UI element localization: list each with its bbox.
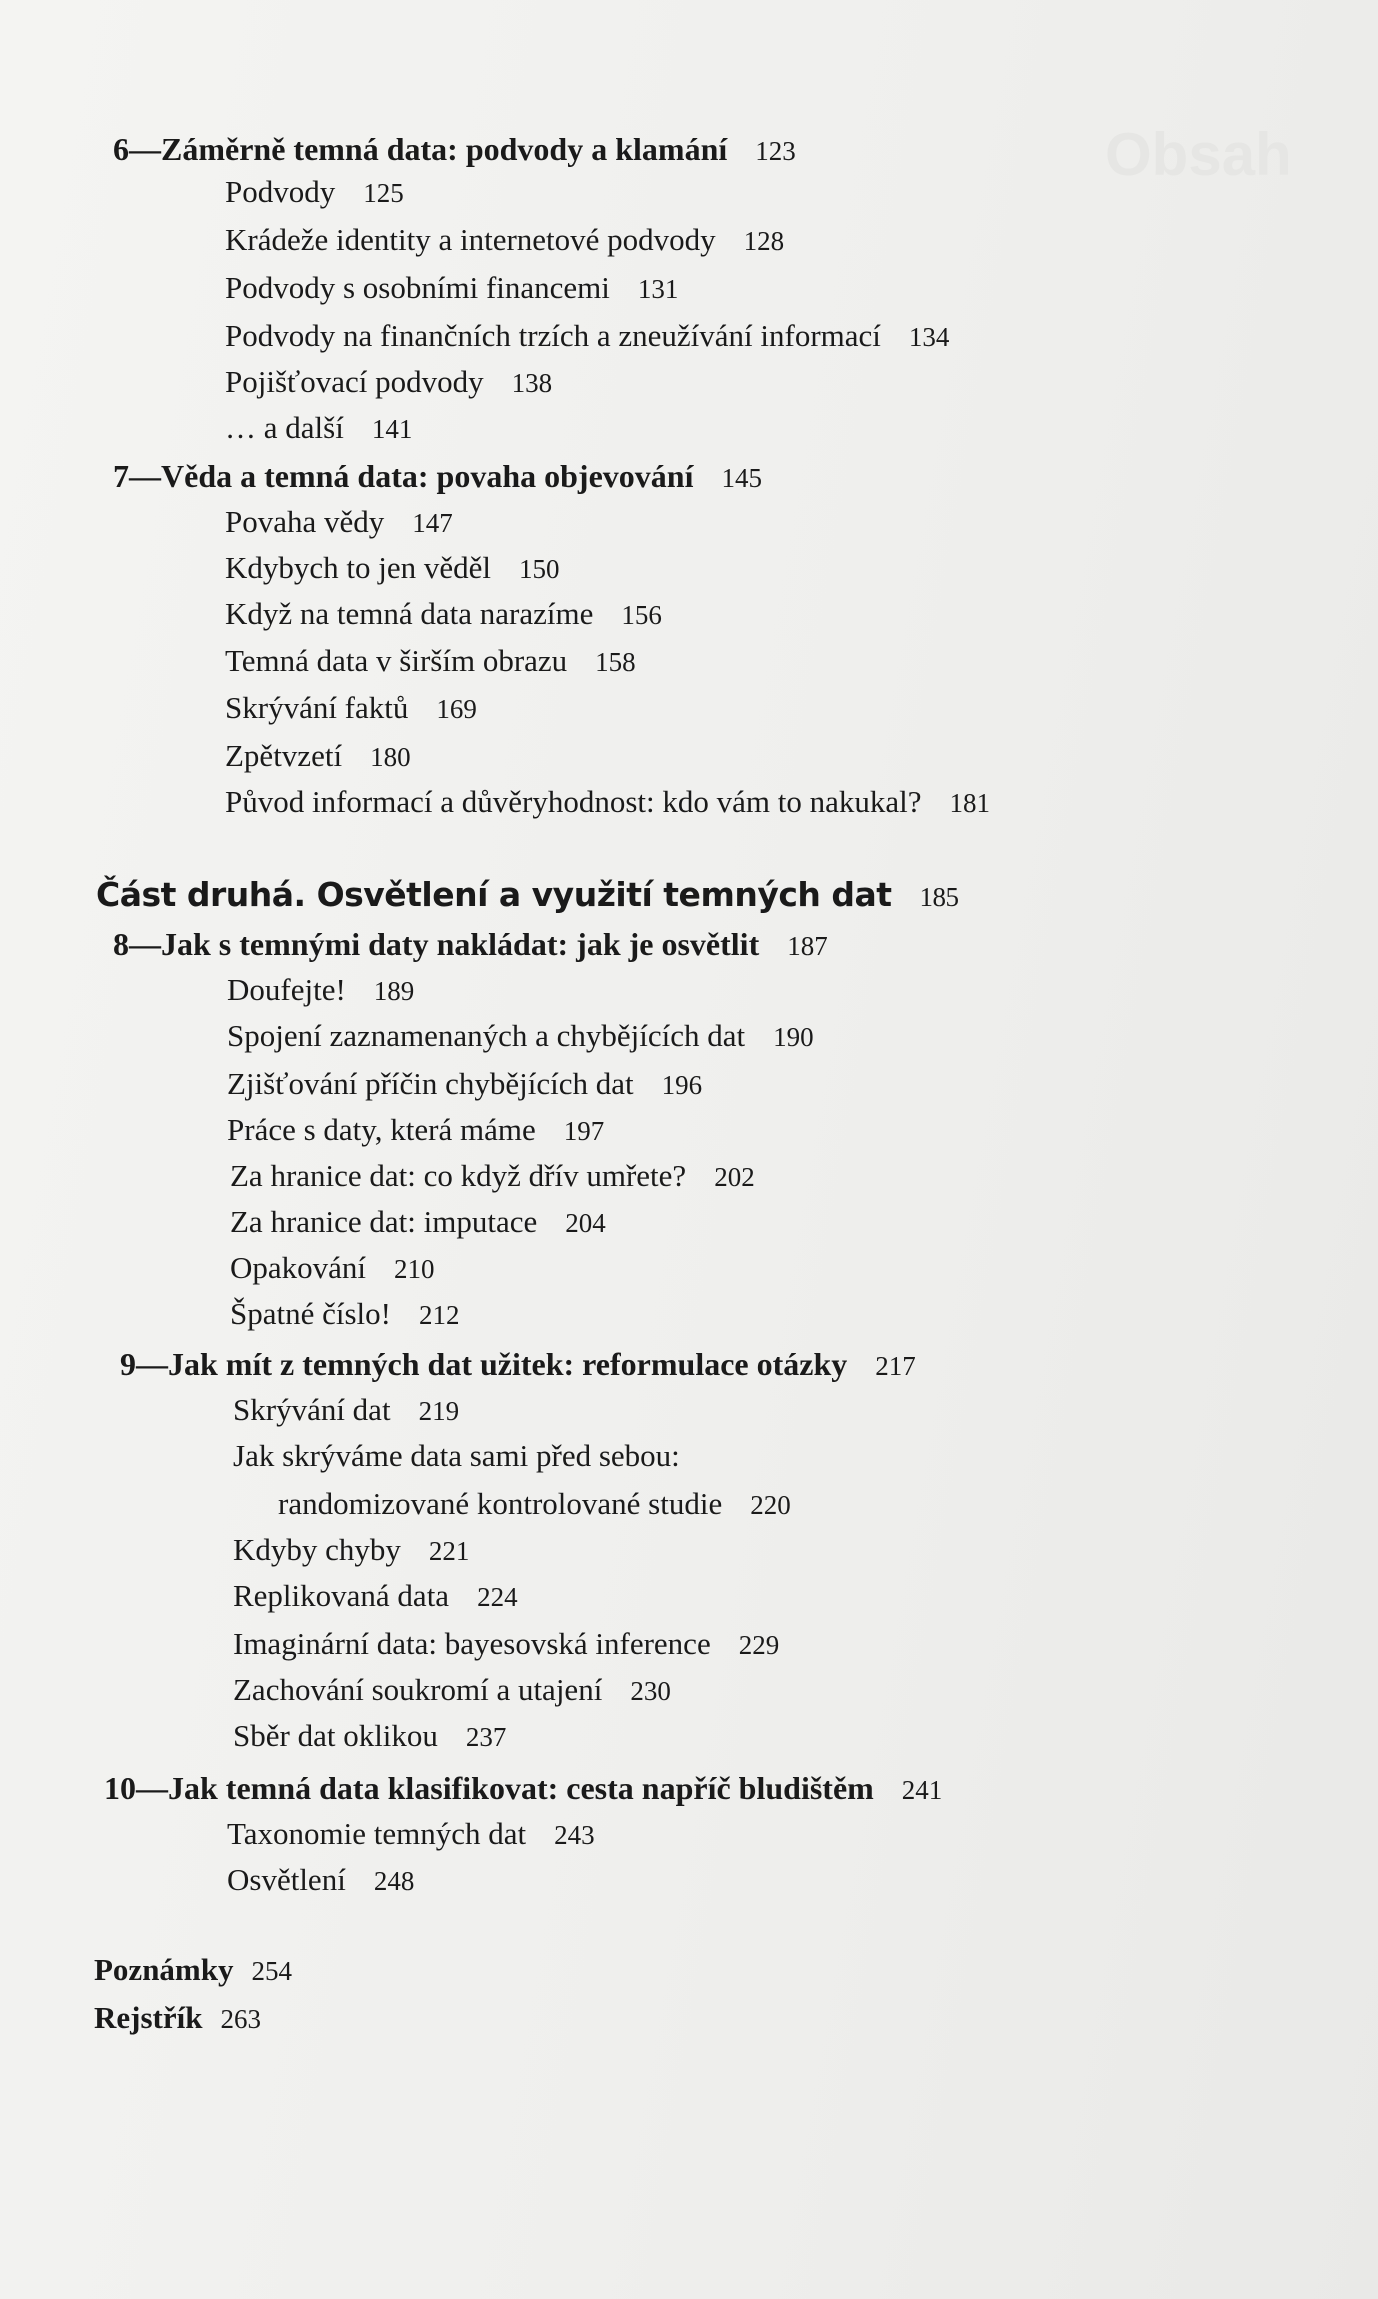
entry-title: Špatné číslo!: [230, 1296, 391, 1331]
page-number: 189: [373, 976, 415, 1006]
entry-title: Jak skrýváme data sami před sebou:: [233, 1438, 680, 1473]
toc-entry: [227, 1818, 595, 1849]
entry-title: Krádeže identity a internetové podvody: [225, 222, 716, 257]
entry-title: randomizované kontrolované studie: [278, 1486, 723, 1521]
toc-entry: [230, 1160, 755, 1191]
page-number: 187: [787, 931, 828, 961]
page-number: 180: [370, 742, 411, 772]
show-through-heading: Obsah: [1105, 121, 1292, 188]
toc-entry: [233, 1720, 506, 1751]
page-number: 230: [630, 1676, 671, 1706]
chapter-title: 9—Jak mít z temných dat užitek: reformulace otázky: [120, 1346, 848, 1382]
toc-chapter-6: [113, 133, 796, 165]
entry-title: Kdyby chyby: [233, 1532, 401, 1567]
entry-title: Povaha vědy: [225, 504, 385, 539]
page-number: 141: [371, 414, 413, 444]
entry-title: Původ informací a důvěryhodnost: kdo vám to nakukal?: [225, 784, 922, 819]
entry-title: Kdybych to jen věděl: [225, 550, 492, 585]
chapter-title: 10—Jak temná data klasifikovat: cesta napříč bludištěm: [104, 1770, 874, 1806]
toc-entry: [230, 1298, 460, 1329]
toc-entry: [225, 176, 404, 207]
page-number: 224: [477, 1582, 518, 1612]
toc-entry: [227, 1068, 702, 1099]
entry-title: Práce s daty, která máme: [227, 1112, 536, 1147]
entry-title: Temná data v širším obrazu: [225, 643, 568, 678]
page-number: 210: [394, 1254, 435, 1284]
page-number: 219: [418, 1396, 460, 1426]
toc-entry: [225, 320, 949, 351]
toc-entry: [225, 224, 784, 255]
page-number: 138: [511, 368, 553, 398]
entry-title: Doufejte!: [227, 972, 346, 1007]
entry-title: Osvětlení: [227, 1862, 346, 1897]
entry-title: Podvody: [225, 174, 336, 209]
page-number: 221: [428, 1536, 470, 1566]
toc-entry: [225, 552, 560, 583]
page-number: 241: [901, 1775, 943, 1805]
entry-title: Zjišťování příčin chybějících dat: [227, 1066, 634, 1101]
page-number: 156: [621, 600, 662, 630]
page-number: 196: [661, 1070, 703, 1100]
toc-part-heading: [96, 875, 959, 914]
toc-entry: [233, 1534, 469, 1565]
toc-entry: [225, 272, 678, 303]
page-number: 220: [750, 1490, 791, 1520]
page-number: 248: [373, 1866, 415, 1896]
page-number: 237: [465, 1722, 507, 1752]
toc-entry: [225, 366, 552, 397]
page-number: 128: [743, 226, 785, 256]
toc-entry: [230, 1252, 435, 1283]
chapter-title: 7—Věda a temná data: povaha objevování: [113, 458, 694, 494]
entry-title: Za hranice dat: co když dřív umřete?: [230, 1158, 687, 1193]
page-number: 197: [563, 1116, 605, 1146]
chapter-title: 8—Jak s temnými daty nakládat: jak je osvětlit: [113, 926, 760, 962]
part-title: Část druhá. Osvětlení a využití temných dat: [96, 875, 892, 914]
page-number: 229: [738, 1630, 780, 1660]
page-number: 243: [554, 1820, 595, 1850]
entry-title: Rejstřík: [94, 2000, 203, 2035]
page-number: 131: [637, 274, 679, 304]
page-number: 263: [220, 2004, 261, 2034]
toc-index: [94, 2002, 261, 2033]
entry-title: Taxonomie temných dat: [227, 1816, 527, 1851]
entry-title: Podvody s osobními financemi: [225, 270, 610, 305]
toc-entry: [227, 1864, 414, 1895]
page-number: 181: [949, 788, 991, 818]
entry-title: Opakování: [230, 1250, 367, 1285]
toc-entry: [225, 598, 662, 629]
page-number: 147: [412, 508, 453, 538]
toc-entry: [233, 1394, 459, 1425]
entry-title: Replikovaná data: [233, 1578, 450, 1613]
entry-title: Sběr dat oklikou: [233, 1718, 438, 1753]
page-number: 134: [908, 322, 950, 352]
entry-title: Imaginární data: bayesovská inference: [233, 1626, 711, 1661]
page-number: 254: [251, 1956, 292, 1986]
toc-entry: [233, 1628, 779, 1659]
entry-title: Zpětvzetí: [225, 738, 343, 773]
toc-entry: [225, 412, 412, 443]
page-number: 185: [919, 882, 959, 912]
toc-entry: [227, 1020, 814, 1051]
entry-title: Zachování soukromí a utajení: [233, 1672, 603, 1707]
page-number: 204: [565, 1208, 606, 1238]
toc-entry: [230, 1206, 606, 1237]
toc-entry: [225, 786, 990, 817]
toc-entry-continuation: [278, 1488, 791, 1519]
entry-title: Když na temná data narazíme: [225, 596, 594, 631]
page-number: 145: [721, 463, 762, 493]
chapter-title: 6—Záměrně temná data: podvody a klamání: [113, 131, 728, 167]
toc-entry: [233, 1440, 680, 1471]
toc-entry: [225, 740, 411, 771]
page-number: 202: [714, 1162, 755, 1192]
entry-title: Poznámky: [94, 1952, 234, 1987]
entry-title: Spojení zaznamenaných a chybějících dat: [227, 1018, 746, 1053]
page-number: 125: [363, 178, 404, 208]
page-number: 190: [773, 1022, 814, 1052]
toc-entry: [225, 645, 636, 676]
entry-title: Skrývání faktů: [225, 690, 409, 725]
toc-entry: [225, 506, 453, 537]
entry-title: Pojišťovací podvody: [225, 364, 484, 399]
page-number: 150: [519, 554, 560, 584]
toc-notes: [94, 1954, 292, 1985]
toc-entry: [233, 1674, 671, 1705]
toc-entry: [225, 692, 477, 723]
page-number: 212: [419, 1300, 460, 1330]
toc-entry: [233, 1580, 518, 1611]
entry-title: Za hranice dat: imputace: [230, 1204, 538, 1239]
entry-title: … a další: [225, 410, 344, 445]
toc-chapter-10: [104, 1772, 942, 1804]
toc-chapter-8: [113, 928, 828, 960]
toc-entry: [227, 974, 414, 1005]
page-number: 217: [875, 1351, 916, 1381]
page-number: 123: [755, 136, 796, 166]
toc-entry: [227, 1114, 604, 1145]
entry-title: Podvody na finančních trzích a zneužívání informací: [225, 318, 881, 353]
toc-chapter-9: [120, 1348, 916, 1380]
page-number: 158: [595, 647, 636, 677]
entry-title: Skrývání dat: [233, 1392, 391, 1427]
page-number: 169: [436, 694, 477, 724]
toc-chapter-7: [113, 460, 762, 492]
